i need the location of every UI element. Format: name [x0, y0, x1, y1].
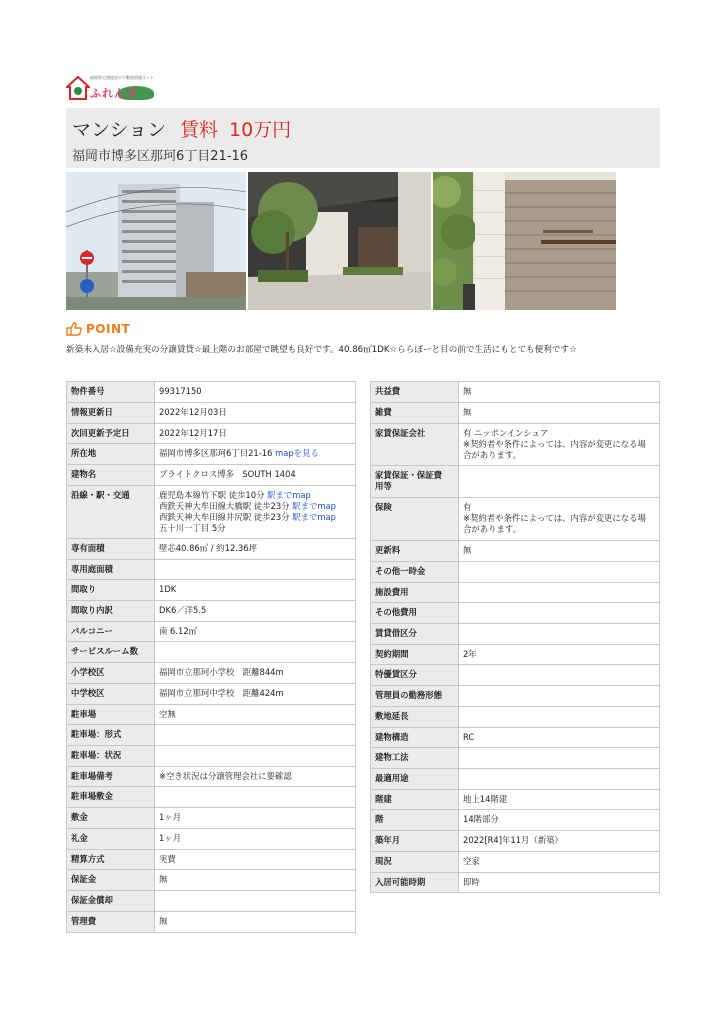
table-row	[371, 603, 660, 624]
label-special-rent: 特優賃区分	[371, 665, 459, 686]
label-key-money: 礼金	[67, 829, 155, 850]
value-lease-type	[459, 624, 660, 645]
table-row	[67, 746, 356, 767]
value-parking-deposit	[155, 787, 356, 808]
label-other-fee: その他費用	[371, 603, 459, 624]
label-built: 築年月	[371, 831, 459, 852]
label-elementary: 小学校区	[67, 663, 155, 684]
table-row	[371, 810, 660, 831]
table-row	[67, 891, 356, 912]
access-line	[159, 501, 351, 512]
label-misc-fee: 雑費	[371, 403, 459, 424]
label-floors: 階建	[371, 790, 459, 810]
label-service-room: サービスルーム数	[67, 642, 155, 663]
label-parking-note: 駐車場備考	[67, 767, 155, 787]
label-guarantor-fee	[371, 466, 459, 498]
table-row	[67, 465, 356, 486]
value-floors: 地上14階建	[459, 790, 660, 810]
table-row	[67, 382, 356, 403]
point-label: POINT	[86, 322, 131, 336]
label-layout-detail: 間取り内訳	[67, 601, 155, 622]
site-logo	[66, 72, 156, 102]
table-row	[67, 403, 356, 424]
access-line-text: 五十川一丁目 5分	[159, 523, 226, 533]
table-row	[371, 645, 660, 665]
table-row	[67, 539, 356, 560]
table-row	[67, 829, 356, 850]
label-area: 専有面積	[67, 539, 155, 560]
label-best-use: 最適用途	[371, 769, 459, 790]
table-row	[371, 562, 660, 583]
property-address: 福岡市博多区那珂6丁目21-16	[72, 149, 249, 164]
table-row	[67, 808, 356, 829]
table-row	[371, 403, 660, 424]
label-contract-period: 契約期間	[371, 645, 459, 665]
value-balcony: 南 6.12㎡	[155, 622, 356, 642]
table-row	[371, 728, 660, 748]
rent-label: 賃料	[180, 119, 219, 141]
value-common-fee: 無	[459, 382, 660, 403]
label-guarantor-company: 家賃保証会社	[371, 424, 459, 466]
label-structure: 建物構造	[371, 728, 459, 748]
label-updated: 情報更新日	[67, 403, 155, 424]
value-next-update: 2022年12月17日	[155, 424, 356, 444]
value-settlement: 実費	[155, 850, 356, 870]
label-parking-status: 駐車場：状況	[67, 746, 155, 767]
value-deposit: 1ヶ月	[155, 808, 356, 829]
label-parking: 駐車場	[67, 705, 155, 725]
value-move-in: 即時	[459, 873, 660, 893]
value-construction	[459, 748, 660, 769]
insurance-line: 有	[463, 502, 472, 512]
spec-table-right	[370, 381, 660, 893]
table-row	[67, 767, 356, 787]
label-lease-type: 賃貸借区分	[371, 624, 459, 645]
label-management-fee: 管理費	[67, 912, 155, 933]
table-row	[371, 541, 660, 562]
value-special-rent	[459, 665, 660, 686]
value-property-no: 99317150	[155, 382, 356, 403]
value-layout: 1DK	[155, 580, 356, 601]
guarantor-note: 合があります。	[463, 450, 521, 460]
value-built: 2022[R4]年11月（新築）	[459, 831, 660, 852]
point-description: 新築未入居☆設備充実の分譲賃貸☆最上階のお部屋で眺望も良好です。40.86㎡1DK☆ららぽーと目の前で生活にもとても便利です☆	[66, 345, 577, 355]
label-parking-type: 駐車場：形式	[67, 725, 155, 746]
value-guarantor-fee	[459, 466, 660, 498]
value-parking-note: ※空き状況は分譲管理会社に要確認	[155, 767, 356, 787]
table-row	[371, 790, 660, 810]
table-row	[371, 873, 660, 893]
value-parking-type	[155, 725, 356, 746]
value-guarantee-amort	[155, 891, 356, 912]
access-line-text: 鹿児島本線竹下駅 徒歩10分	[159, 490, 265, 500]
table-row	[67, 560, 356, 580]
value-access	[155, 486, 356, 539]
value-guarantee: 無	[155, 870, 356, 891]
access-line	[159, 523, 351, 534]
pointing-hand-icon	[66, 322, 82, 336]
table-row	[67, 444, 356, 465]
label-next-update: 次回更新予定日	[67, 424, 155, 444]
value-misc-fee: 無	[459, 403, 660, 424]
location-map-link[interactable]: mapを見る	[275, 448, 319, 458]
photo-building-exterior[interactable]	[66, 172, 246, 310]
table-row	[67, 601, 356, 622]
table-row	[67, 912, 356, 933]
location-text: 福岡市博多区那珂6丁目21-16	[159, 448, 273, 458]
table-row	[371, 498, 660, 541]
label-move-in: 入居可能時期	[371, 873, 459, 893]
table-row	[371, 769, 660, 790]
table-row	[371, 831, 660, 852]
value-status: 空家	[459, 852, 660, 873]
label-balcony: バルコニー	[67, 622, 155, 642]
table-row	[371, 686, 660, 707]
table-row	[67, 486, 356, 539]
guarantor-line: 有 ニッポンインシュア	[463, 428, 549, 438]
table-row	[67, 684, 356, 705]
point-heading	[66, 321, 130, 337]
value-structure: RC	[459, 728, 660, 748]
label-deposit: 敷金	[67, 808, 155, 829]
table-row	[67, 850, 356, 870]
label-insurance: 保険	[371, 498, 459, 541]
label-manager-form: 管理員の勤務形態	[371, 686, 459, 707]
table-row	[67, 705, 356, 725]
property-type: マンション	[72, 119, 167, 141]
table-row	[371, 748, 660, 769]
insurance-note: 合があります。	[463, 524, 521, 534]
label-line: 家賃保証・保証費	[375, 470, 442, 480]
value-building: ブライトクロス博多 SOUTH 1404	[155, 465, 356, 486]
table-row	[67, 870, 356, 891]
access-line-text: 西鉄天神大牟田線井尻駅 徒歩23分	[159, 512, 290, 522]
label-access: 沿線・駅・交通	[67, 486, 155, 539]
label-parking-deposit: 駐車場敷金	[67, 787, 155, 808]
value-other-fee	[459, 603, 660, 624]
value-renewal-fee: 無	[459, 541, 660, 562]
value-floor: 14階部分	[459, 810, 660, 831]
access-line	[159, 490, 351, 501]
photo-gallery	[66, 172, 616, 310]
spec-table-left	[66, 381, 356, 933]
label-other-onetime: その他一時金	[371, 562, 459, 583]
value-facility-fee	[459, 583, 660, 603]
station-map-link[interactable]: 駅までmap	[267, 490, 311, 500]
table-row	[67, 663, 356, 684]
table-row	[67, 642, 356, 663]
label-guarantee: 保証金	[67, 870, 155, 891]
value-best-use	[459, 769, 660, 790]
table-row	[67, 787, 356, 808]
table-row	[67, 424, 356, 444]
value-updated: 2022年12月03日	[155, 403, 356, 424]
station-map-link[interactable]: 駅までmap	[292, 501, 336, 511]
table-row	[371, 707, 660, 728]
value-junior-high: 福岡市立那珂中学校 距離424m	[155, 684, 356, 705]
label-settlement: 精算方式	[67, 850, 155, 870]
label-layout: 間取り	[67, 580, 155, 601]
rent-value: 10万円	[229, 119, 292, 141]
table-row	[371, 852, 660, 873]
label-building: 建物名	[67, 465, 155, 486]
station-map-link[interactable]: 駅までmap	[292, 512, 336, 522]
value-insurance	[459, 498, 660, 541]
photo-entrance[interactable]	[248, 172, 431, 310]
label-location: 所在地	[67, 444, 155, 465]
house-logo-icon	[66, 76, 90, 100]
property-header	[66, 108, 660, 168]
label-garden: 専用庭面積	[67, 560, 155, 580]
label-common-fee: 共益費	[371, 382, 459, 403]
label-line: 用等	[375, 481, 392, 491]
table-row	[67, 580, 356, 601]
value-parking: 空無	[155, 705, 356, 725]
value-garden	[155, 560, 356, 580]
label-construction: 建物工法	[371, 748, 459, 769]
value-manager-form	[459, 686, 660, 707]
table-row	[371, 624, 660, 645]
value-location	[155, 444, 356, 465]
value-guarantor-company	[459, 424, 660, 466]
table-row	[371, 382, 660, 403]
value-layout-detail: DK6／洋5.5	[155, 601, 356, 622]
insurance-note: ※契約者や条件によっては、内容が変更になる場	[463, 513, 646, 523]
value-land-area	[459, 707, 660, 728]
value-parking-status	[155, 746, 356, 767]
label-property-no: 物件番号	[67, 382, 155, 403]
table-row	[371, 583, 660, 603]
label-floor: 階	[371, 810, 459, 831]
value-other-onetime	[459, 562, 660, 583]
value-service-room	[155, 642, 356, 663]
value-area: 壁芯40.86㎡ / 約12.36坪	[155, 539, 356, 560]
logo-tagline: 福岡県宅建協会の不動産情報ネット	[90, 75, 154, 80]
label-facility-fee: 施設費用	[371, 583, 459, 603]
value-elementary: 福岡市立那珂小学校 距離844m	[155, 663, 356, 684]
table-row	[371, 665, 660, 686]
label-status: 現況	[371, 852, 459, 873]
access-line	[159, 512, 351, 523]
value-key-money: 1ヶ月	[155, 829, 356, 850]
table-row	[67, 622, 356, 642]
access-line-text: 西鉄天神大牟田線大橋駅 徒歩23分	[159, 501, 290, 511]
photo-nameplate[interactable]	[433, 172, 616, 310]
guarantor-note: ※契約者や条件によっては、内容が変更になる場	[463, 439, 646, 449]
label-guarantee-amort: 保証金償却	[67, 891, 155, 912]
table-row	[67, 725, 356, 746]
label-renewal-fee: 更新料	[371, 541, 459, 562]
table-row	[371, 424, 660, 466]
label-junior-high: 中学校区	[67, 684, 155, 705]
table-row	[371, 466, 660, 498]
value-contract-period: 2年	[459, 645, 660, 665]
label-land-area: 敷地延長	[371, 707, 459, 728]
logo-brand: ふれんず	[90, 87, 138, 100]
value-management-fee: 無	[155, 912, 356, 933]
